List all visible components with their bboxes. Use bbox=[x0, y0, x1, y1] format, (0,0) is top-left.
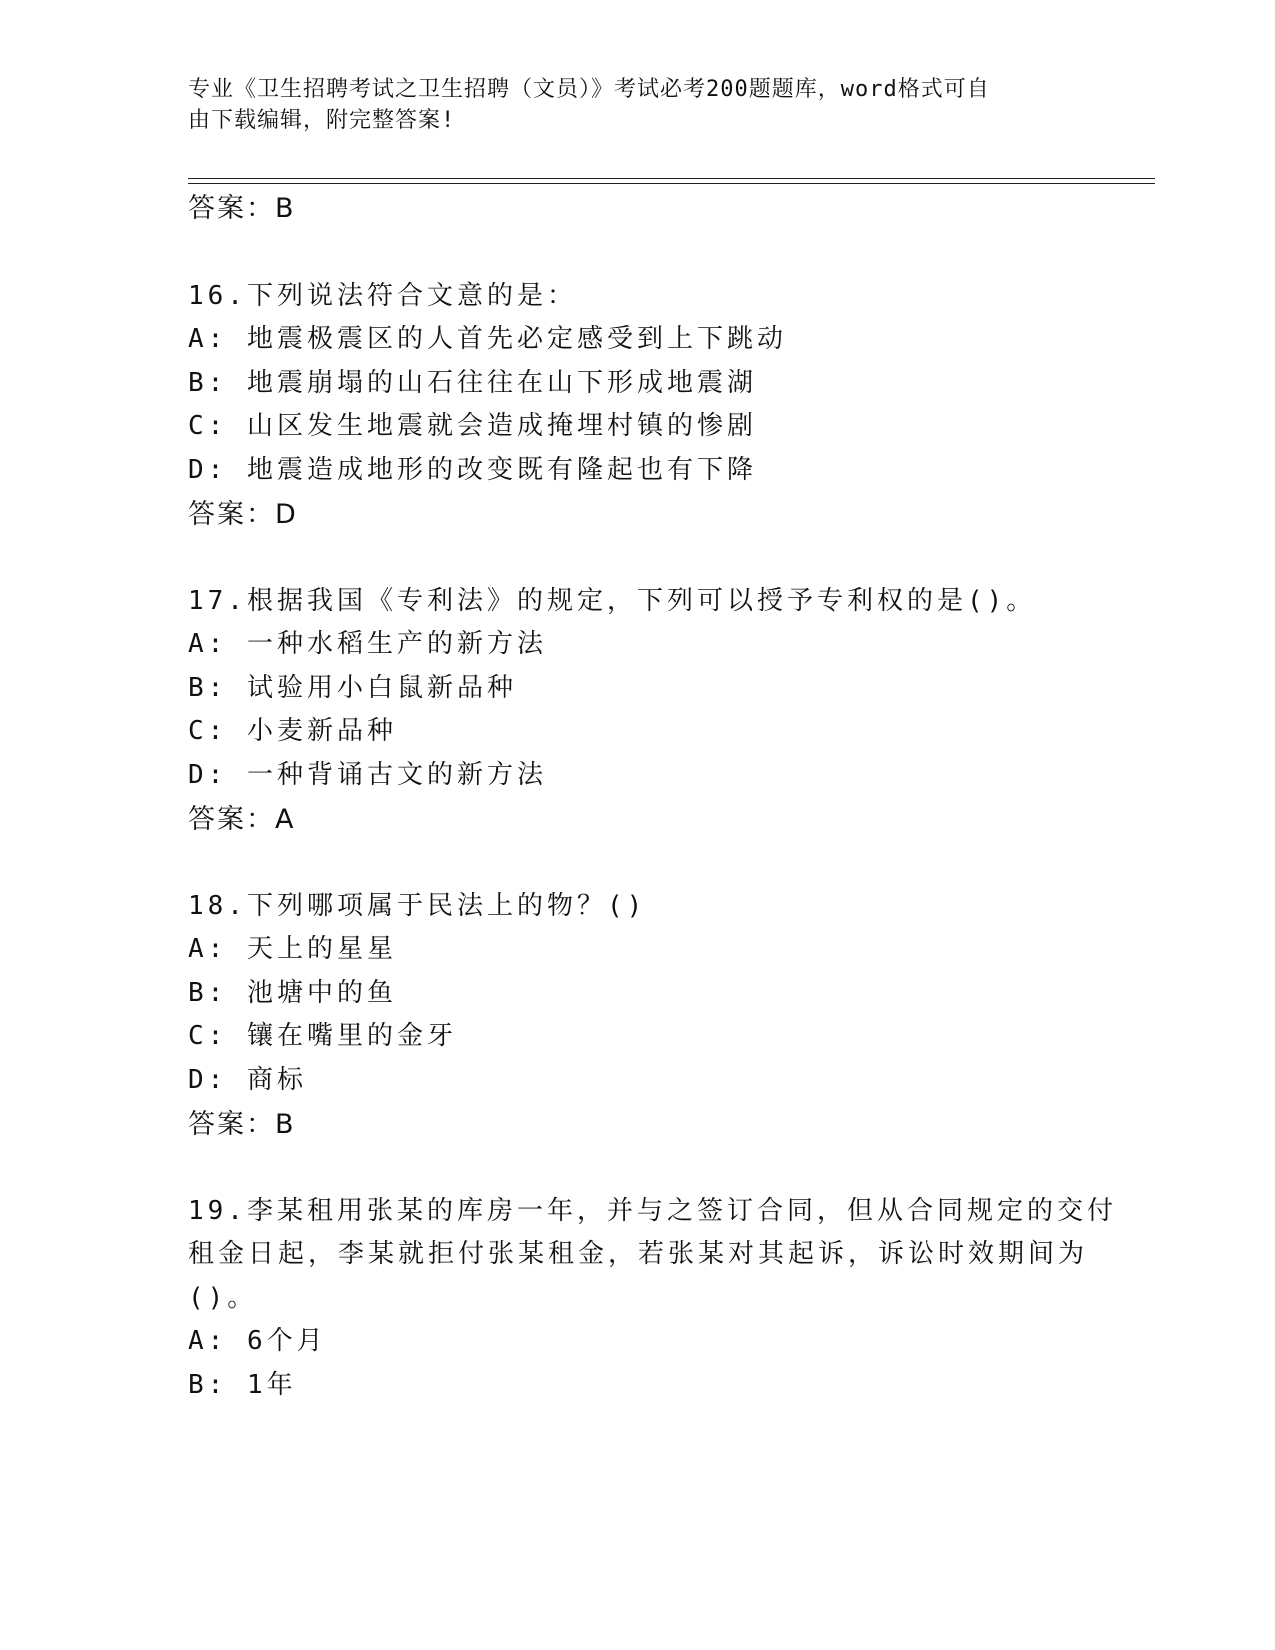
header-line-1: 专业《卫生招聘考试之卫生招聘（文员）》考试必考200题题库，word格式可自 bbox=[188, 77, 990, 102]
q16-option-c: C: 山区发生地震就会造成掩埋村镇的惨剧 bbox=[188, 411, 757, 441]
q16-answer: 答案：D bbox=[188, 499, 298, 530]
q17-stem: 17.根据我国《专利法》的规定，下列可以授予专利权的是()。 bbox=[188, 586, 1037, 616]
q17-option-d: D: 一种背诵古文的新方法 bbox=[188, 760, 547, 790]
q19-stem-line-3: ()。 bbox=[188, 1283, 258, 1313]
q18-option-d: D: 商标 bbox=[188, 1065, 307, 1095]
answer-prev: 答案：B bbox=[188, 193, 296, 224]
q19-option-a: A: 6个月 bbox=[188, 1326, 327, 1356]
q16-option-b: B: 地震崩塌的山石往往在山下形成地震湖 bbox=[188, 368, 757, 398]
q17-answer: 答案：A bbox=[188, 804, 296, 835]
q17-option-a: A: 一种水稻生产的新方法 bbox=[188, 629, 547, 659]
q16-option-a: A: 地震极震区的人首先必定感受到上下跳动 bbox=[188, 324, 787, 354]
header-line-2: 由下载编辑，附完整答案! bbox=[188, 108, 456, 133]
q18-answer: 答案：B bbox=[188, 1109, 296, 1140]
header-divider bbox=[188, 178, 1155, 184]
document-header bbox=[188, 74, 1088, 136]
q16-stem: 16.下列说法符合文意的是： bbox=[188, 281, 577, 311]
q17-option-c: C: 小麦新品种 bbox=[188, 716, 397, 746]
q16-option-d: D: 地震造成地形的改变既有隆起也有下降 bbox=[188, 455, 757, 485]
q18-option-c: C: 镶在嘴里的金牙 bbox=[188, 1021, 457, 1051]
q18-option-a: A: 天上的星星 bbox=[188, 934, 397, 964]
q18-stem: 18.下列哪项属于民法上的物？() bbox=[188, 891, 647, 921]
q19-option-b: B: 1年 bbox=[188, 1370, 297, 1400]
q17-option-b: B: 试验用小白鼠新品种 bbox=[188, 673, 517, 703]
q18-option-b: B: 池塘中的鱼 bbox=[188, 978, 397, 1008]
q19-stem-line-1: 19.李某租用张某的库房一年，并与之签订合同，但从合同规定的交付 bbox=[188, 1196, 1117, 1226]
q19-stem-line-2: 租金日起，李某就拒付张某租金，若张某对其起诉，诉讼时效期间为 bbox=[188, 1239, 1089, 1269]
